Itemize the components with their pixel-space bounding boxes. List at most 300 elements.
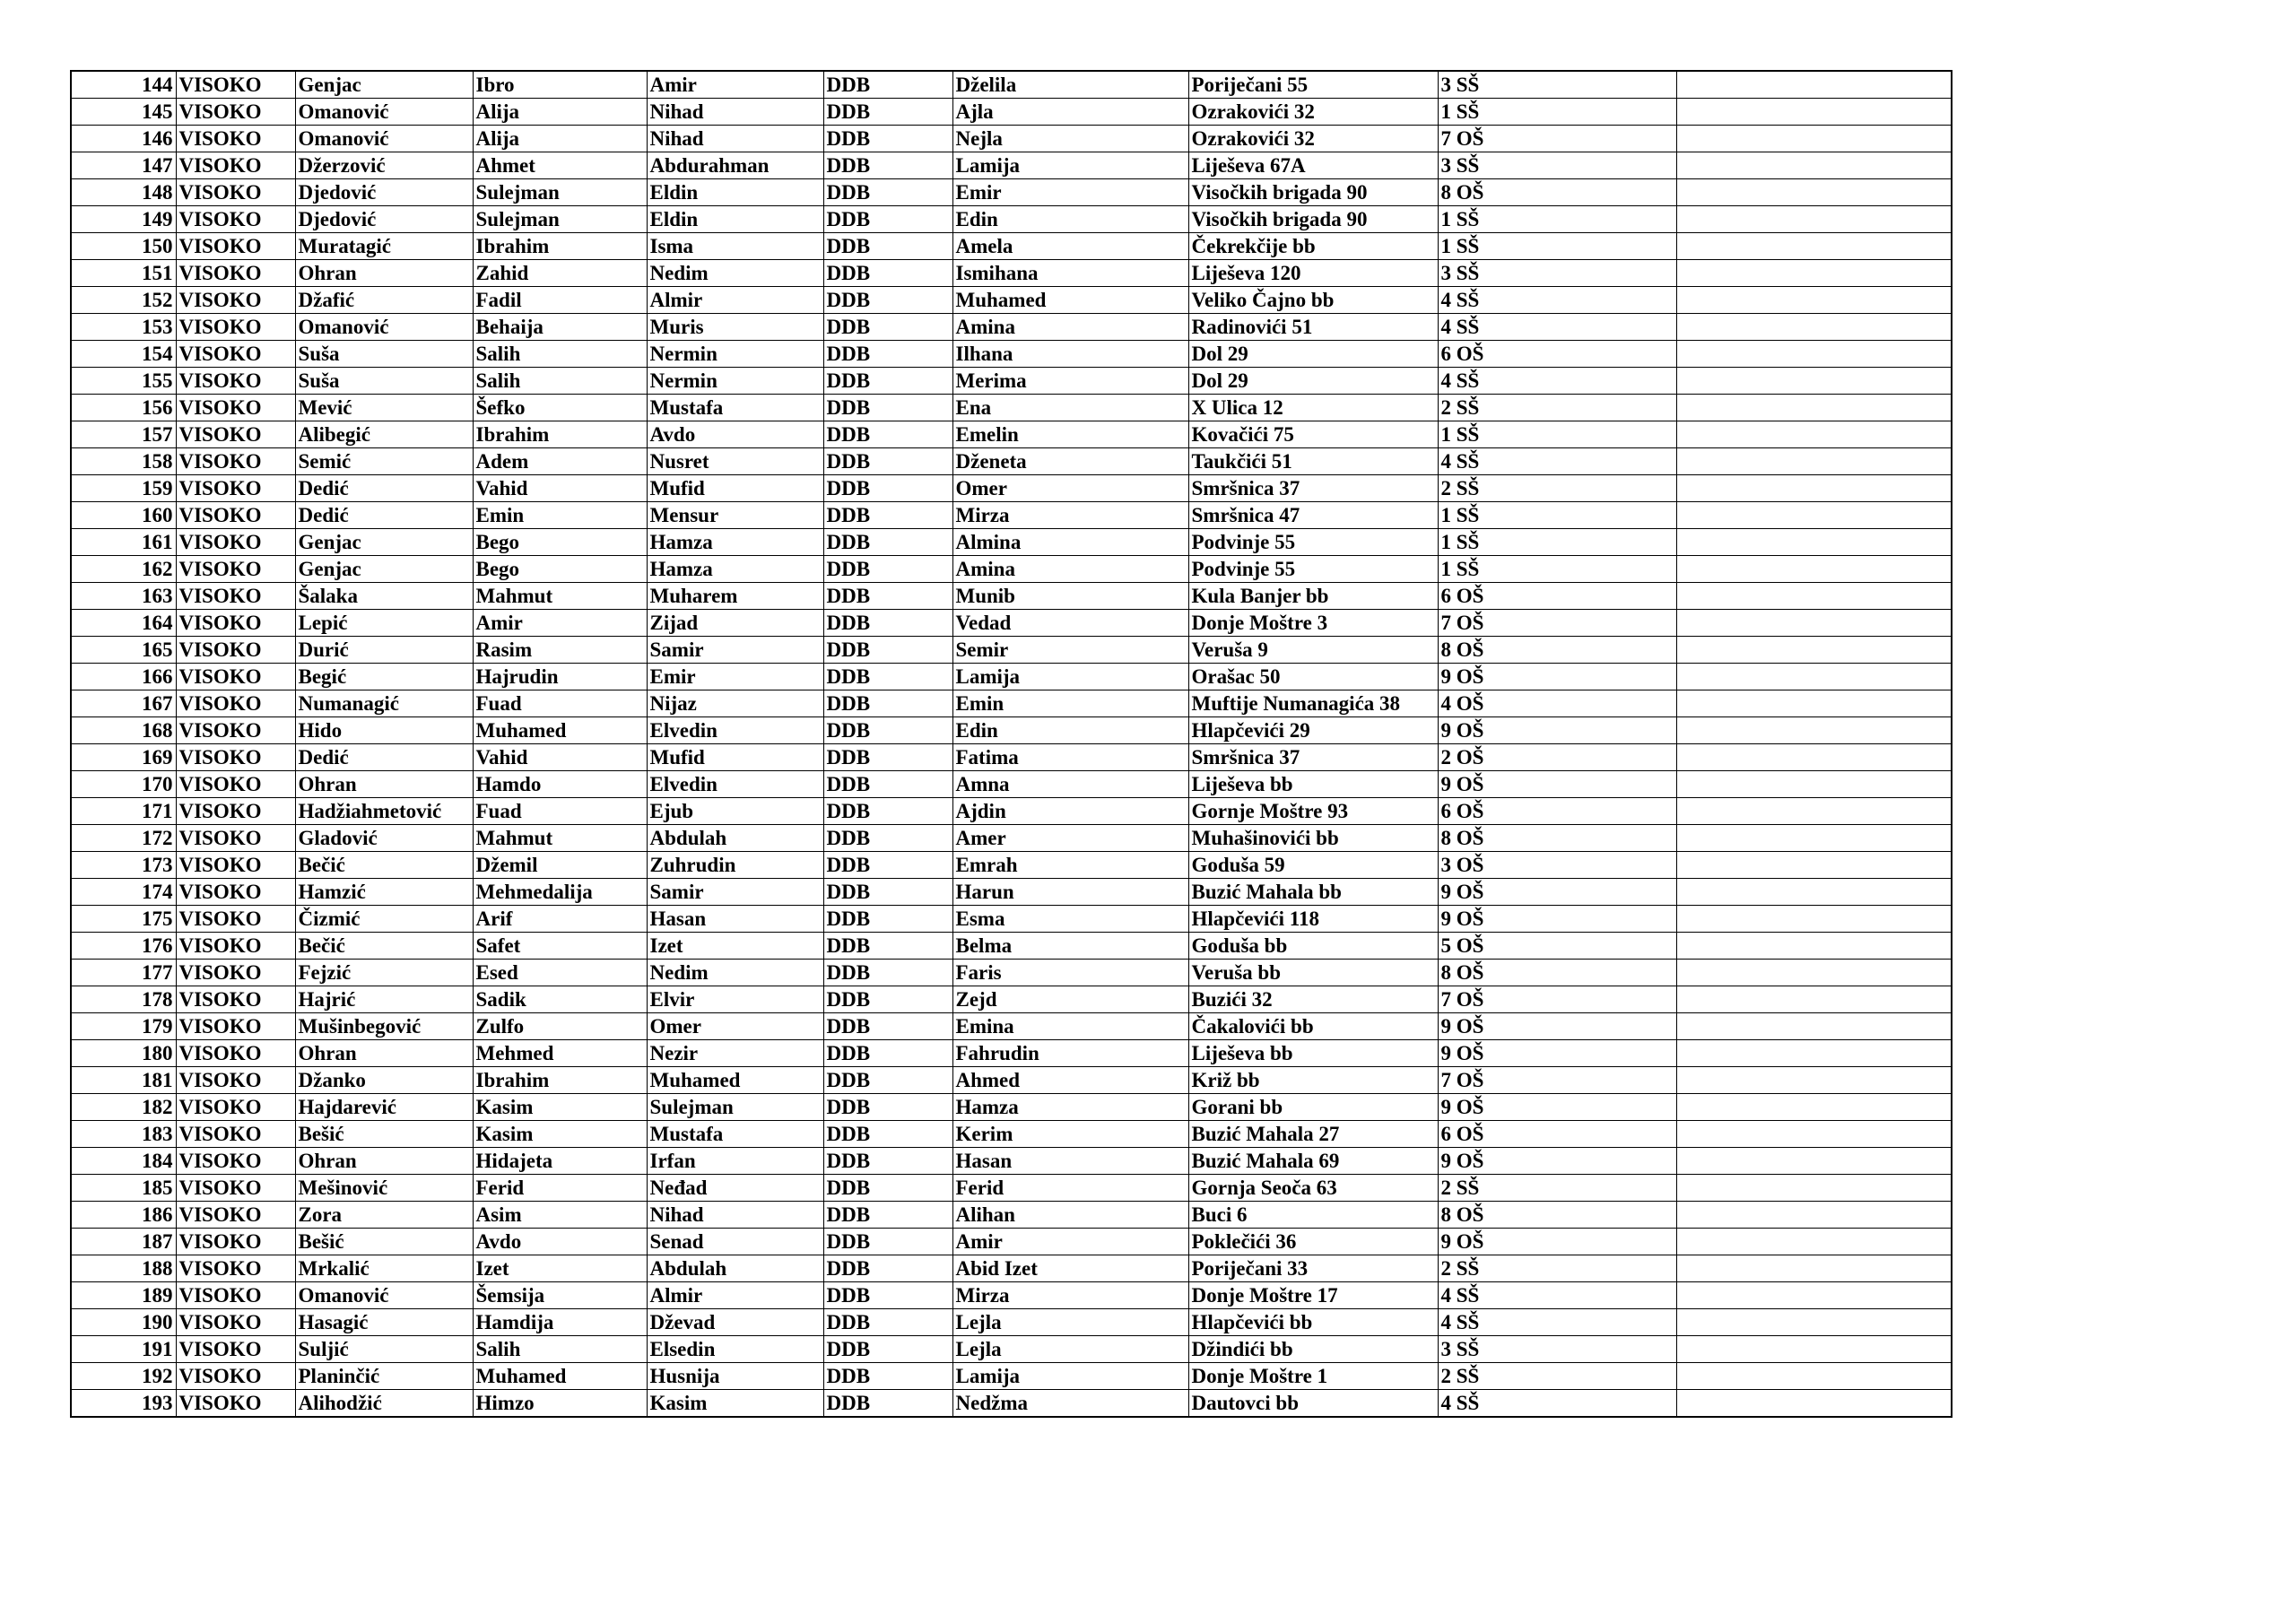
row-number-cell: 159 <box>71 475 176 502</box>
child-name-cell: Kerim <box>952 1121 1188 1148</box>
municipality-cell: VISOKO <box>176 798 295 825</box>
row-number-cell: 146 <box>71 126 176 152</box>
table-row <box>71 287 1952 314</box>
table-row <box>71 1175 1952 1202</box>
parent-name-cell: Elvir <box>647 986 823 1013</box>
father-name-cell: Mehmed <box>473 1040 647 1067</box>
row-number-cell: 157 <box>71 421 176 448</box>
category-cell: DDB <box>823 341 952 368</box>
table-row <box>71 152 1952 179</box>
father-name-cell: Zulfo <box>473 1013 647 1040</box>
parent-name-cell: Ejub <box>647 798 823 825</box>
empty-cell <box>1676 368 1952 395</box>
empty-cell <box>1676 879 1952 906</box>
address-cell: Visočkih brigada 90 <box>1188 206 1438 233</box>
address-cell: Smršnica 47 <box>1188 502 1438 529</box>
row-number-cell: 181 <box>71 1067 176 1094</box>
school-grade-cell: 8 OŠ <box>1438 960 1676 986</box>
school-grade-cell: 6 OŠ <box>1438 798 1676 825</box>
municipality-cell: VISOKO <box>176 502 295 529</box>
row-number-cell: 165 <box>71 637 176 664</box>
table-row <box>71 368 1952 395</box>
father-name-cell: Behaija <box>473 314 647 341</box>
child-name-cell: Edin <box>952 206 1188 233</box>
parent-name-cell: Nihad <box>647 126 823 152</box>
parent-name-cell: Nijaz <box>647 690 823 717</box>
category-cell: DDB <box>823 448 952 475</box>
address-cell: Podvinje 55 <box>1188 529 1438 556</box>
empty-cell <box>1676 152 1952 179</box>
category-cell: DDB <box>823 126 952 152</box>
school-grade-cell: 8 OŠ <box>1438 1202 1676 1229</box>
municipality-cell: VISOKO <box>176 287 295 314</box>
parent-name-cell: Omer <box>647 1013 823 1040</box>
surname-cell: Bečić <box>295 933 473 960</box>
row-number-cell: 178 <box>71 986 176 1013</box>
father-name-cell: Bego <box>473 529 647 556</box>
father-name-cell: Alija <box>473 99 647 126</box>
father-name-cell: Džemil <box>473 852 647 879</box>
empty-cell <box>1676 1040 1952 1067</box>
table-row <box>71 690 1952 717</box>
parent-name-cell: Emir <box>647 664 823 690</box>
municipality-cell: VISOKO <box>176 99 295 126</box>
category-cell: DDB <box>823 744 952 771</box>
parent-name-cell: Eldin <box>647 179 823 206</box>
parent-name-cell: Mustafa <box>647 395 823 421</box>
category-cell: DDB <box>823 529 952 556</box>
parent-name-cell: Abdurahman <box>647 152 823 179</box>
municipality-cell: VISOKO <box>176 1202 295 1229</box>
surname-cell: Ohran <box>295 260 473 287</box>
row-number-cell: 186 <box>71 1202 176 1229</box>
father-name-cell: Fadil <box>473 287 647 314</box>
surname-cell: Dedić <box>295 502 473 529</box>
child-name-cell: Amina <box>952 556 1188 583</box>
municipality-cell: VISOKO <box>176 179 295 206</box>
category-cell: DDB <box>823 314 952 341</box>
parent-name-cell: Elsedin <box>647 1336 823 1363</box>
empty-cell <box>1676 448 1952 475</box>
table-row <box>71 1148 1952 1175</box>
category-cell: DDB <box>823 1282 952 1309</box>
school-grade-cell: 4 SŠ <box>1438 368 1676 395</box>
parent-name-cell: Samir <box>647 637 823 664</box>
child-name-cell: Omer <box>952 475 1188 502</box>
empty-cell <box>1676 1255 1952 1282</box>
parent-name-cell: Muris <box>647 314 823 341</box>
surname-cell: Djedović <box>295 179 473 206</box>
surname-cell: Mrkalić <box>295 1255 473 1282</box>
table-row <box>71 933 1952 960</box>
category-cell: DDB <box>823 556 952 583</box>
father-name-cell: Izet <box>473 1255 647 1282</box>
father-name-cell: Ibro <box>473 71 647 99</box>
category-cell: DDB <box>823 1229 952 1255</box>
empty-cell <box>1676 179 1952 206</box>
parent-name-cell: Hamza <box>647 529 823 556</box>
municipality-cell: VISOKO <box>176 1309 295 1336</box>
school-grade-cell: 9 OŠ <box>1438 1013 1676 1040</box>
address-cell: Buci 6 <box>1188 1202 1438 1229</box>
child-name-cell: Mirza <box>952 1282 1188 1309</box>
child-name-cell: Harun <box>952 879 1188 906</box>
child-name-cell: Mirza <box>952 502 1188 529</box>
category-cell: DDB <box>823 260 952 287</box>
surname-cell: Ohran <box>295 771 473 798</box>
address-cell: Čakalovići bb <box>1188 1013 1438 1040</box>
empty-cell <box>1676 206 1952 233</box>
table-row <box>71 502 1952 529</box>
empty-cell <box>1676 637 1952 664</box>
category-cell: DDB <box>823 798 952 825</box>
municipality-cell: VISOKO <box>176 475 295 502</box>
empty-cell <box>1676 986 1952 1013</box>
child-name-cell: Nejla <box>952 126 1188 152</box>
address-cell: Muftije Numanagića 38 <box>1188 690 1438 717</box>
father-name-cell: Esed <box>473 960 647 986</box>
school-grade-cell: 8 OŠ <box>1438 825 1676 852</box>
table-row <box>71 1336 1952 1363</box>
category-cell: DDB <box>823 1094 952 1121</box>
municipality-cell: VISOKO <box>176 1175 295 1202</box>
school-grade-cell: 9 OŠ <box>1438 879 1676 906</box>
child-name-cell: Abid Izet <box>952 1255 1188 1282</box>
surname-cell: Bešić <box>295 1229 473 1255</box>
table-row <box>71 906 1952 933</box>
school-grade-cell: 2 OŠ <box>1438 744 1676 771</box>
table-row <box>71 1363 1952 1390</box>
child-name-cell: Vedad <box>952 610 1188 637</box>
address-cell: Buzići 32 <box>1188 986 1438 1013</box>
row-number-cell: 191 <box>71 1336 176 1363</box>
surname-cell: Dedić <box>295 475 473 502</box>
empty-cell <box>1676 744 1952 771</box>
table-row <box>71 798 1952 825</box>
table-row <box>71 1121 1952 1148</box>
municipality-cell: VISOKO <box>176 583 295 610</box>
school-grade-cell: 3 SŠ <box>1438 152 1676 179</box>
municipality-cell: VISOKO <box>176 1390 295 1418</box>
child-name-cell: Lejla <box>952 1336 1188 1363</box>
school-grade-cell: 3 SŠ <box>1438 71 1676 99</box>
school-grade-cell: 1 SŠ <box>1438 502 1676 529</box>
surname-cell: Ohran <box>295 1148 473 1175</box>
father-name-cell: Salih <box>473 1336 647 1363</box>
school-grade-cell: 6 OŠ <box>1438 1121 1676 1148</box>
father-name-cell: Ibrahim <box>473 1067 647 1094</box>
category-cell: DDB <box>823 502 952 529</box>
father-name-cell: Zahid <box>473 260 647 287</box>
municipality-cell: VISOKO <box>176 1094 295 1121</box>
category-cell: DDB <box>823 233 952 260</box>
surname-cell: Hido <box>295 717 473 744</box>
surname-cell: Hadžiahmetović <box>295 798 473 825</box>
child-name-cell: Lamija <box>952 152 1188 179</box>
father-name-cell: Amir <box>473 610 647 637</box>
category-cell: DDB <box>823 287 952 314</box>
child-name-cell: Ena <box>952 395 1188 421</box>
parent-name-cell: Avdo <box>647 421 823 448</box>
parent-name-cell: Nihad <box>647 99 823 126</box>
child-name-cell: Lejla <box>952 1309 1188 1336</box>
surname-cell: Alihodžić <box>295 1390 473 1418</box>
surname-cell: Džerzović <box>295 152 473 179</box>
municipality-cell: VISOKO <box>176 1363 295 1390</box>
father-name-cell: Hamdija <box>473 1309 647 1336</box>
empty-cell <box>1676 1202 1952 1229</box>
father-name-cell: Šemsija <box>473 1282 647 1309</box>
father-name-cell: Sulejman <box>473 206 647 233</box>
school-grade-cell: 9 OŠ <box>1438 771 1676 798</box>
parent-name-cell: Irfan <box>647 1148 823 1175</box>
surname-cell: Omanović <box>295 126 473 152</box>
address-cell: Ozrakovići 32 <box>1188 126 1438 152</box>
empty-cell <box>1676 1094 1952 1121</box>
child-name-cell: Emin <box>952 690 1188 717</box>
child-name-cell: Dželila <box>952 71 1188 99</box>
address-cell: Veruša 9 <box>1188 637 1438 664</box>
municipality-cell: VISOKO <box>176 717 295 744</box>
category-cell: DDB <box>823 1255 952 1282</box>
empty-cell <box>1676 395 1952 421</box>
father-name-cell: Fuad <box>473 690 647 717</box>
table-row <box>71 556 1952 583</box>
address-cell: Kovačići 75 <box>1188 421 1438 448</box>
table-row <box>71 71 1952 99</box>
address-cell: Liješeva bb <box>1188 771 1438 798</box>
category-cell: DDB <box>823 1121 952 1148</box>
table-row <box>71 1255 1952 1282</box>
surname-cell: Muratagić <box>295 233 473 260</box>
address-cell: Buzić Mahala 27 <box>1188 1121 1438 1148</box>
parent-name-cell: Eldin <box>647 206 823 233</box>
father-name-cell: Emin <box>473 502 647 529</box>
parent-name-cell: Dževad <box>647 1309 823 1336</box>
table-row <box>71 1040 1952 1067</box>
category-cell: DDB <box>823 99 952 126</box>
address-cell: Radinovići 51 <box>1188 314 1438 341</box>
address-cell: Buzić Mahala 69 <box>1188 1148 1438 1175</box>
category-cell: DDB <box>823 1363 952 1390</box>
empty-cell <box>1676 1013 1952 1040</box>
surname-cell: Hajrić <box>295 986 473 1013</box>
empty-cell <box>1676 126 1952 152</box>
address-cell: Gorani bb <box>1188 1094 1438 1121</box>
municipality-cell: VISOKO <box>176 1336 295 1363</box>
father-name-cell: Hamdo <box>473 771 647 798</box>
data-table <box>70 70 1952 1418</box>
table-row <box>71 341 1952 368</box>
surname-cell: Džanko <box>295 1067 473 1094</box>
empty-cell <box>1676 341 1952 368</box>
category-cell: DDB <box>823 1336 952 1363</box>
row-number-cell: 156 <box>71 395 176 421</box>
municipality-cell: VISOKO <box>176 71 295 99</box>
table-row <box>71 395 1952 421</box>
empty-cell <box>1676 1148 1952 1175</box>
row-number-cell: 147 <box>71 152 176 179</box>
category-cell: DDB <box>823 879 952 906</box>
row-number-cell: 175 <box>71 906 176 933</box>
table-row <box>71 179 1952 206</box>
child-name-cell: Alihan <box>952 1202 1188 1229</box>
address-cell: Buzić Mahala bb <box>1188 879 1438 906</box>
father-name-cell: Šefko <box>473 395 647 421</box>
table-row <box>71 233 1952 260</box>
empty-cell <box>1676 233 1952 260</box>
empty-cell <box>1676 664 1952 690</box>
surname-cell: Genjac <box>295 71 473 99</box>
parent-name-cell: Nedim <box>647 260 823 287</box>
address-cell: Veliko Čajno bb <box>1188 287 1438 314</box>
child-name-cell: Amna <box>952 771 1188 798</box>
surname-cell: Mešinović <box>295 1175 473 1202</box>
row-number-cell: 185 <box>71 1175 176 1202</box>
empty-cell <box>1676 1175 1952 1202</box>
child-name-cell: Esma <box>952 906 1188 933</box>
municipality-cell: VISOKO <box>176 395 295 421</box>
address-cell: Veruša bb <box>1188 960 1438 986</box>
address-cell: Goduša 59 <box>1188 852 1438 879</box>
school-grade-cell: 4 SŠ <box>1438 287 1676 314</box>
row-number-cell: 177 <box>71 960 176 986</box>
school-grade-cell: 9 OŠ <box>1438 1229 1676 1255</box>
row-number-cell: 151 <box>71 260 176 287</box>
school-grade-cell: 4 OŠ <box>1438 690 1676 717</box>
category-cell: DDB <box>823 852 952 879</box>
municipality-cell: VISOKO <box>176 341 295 368</box>
empty-cell <box>1676 502 1952 529</box>
school-grade-cell: 1 SŠ <box>1438 99 1676 126</box>
father-name-cell: Avdo <box>473 1229 647 1255</box>
parent-name-cell: Izet <box>647 933 823 960</box>
surname-cell: Omanović <box>295 314 473 341</box>
table-row <box>71 1229 1952 1255</box>
table-row <box>71 1202 1952 1229</box>
school-grade-cell: 7 OŠ <box>1438 610 1676 637</box>
father-name-cell: Alija <box>473 126 647 152</box>
father-name-cell: Sadik <box>473 986 647 1013</box>
row-number-cell: 187 <box>71 1229 176 1255</box>
empty-cell <box>1676 1121 1952 1148</box>
child-name-cell: Hamza <box>952 1094 1188 1121</box>
child-name-cell: Emrah <box>952 852 1188 879</box>
school-grade-cell: 1 SŠ <box>1438 529 1676 556</box>
school-grade-cell: 1 SŠ <box>1438 556 1676 583</box>
row-number-cell: 150 <box>71 233 176 260</box>
municipality-cell: VISOKO <box>176 421 295 448</box>
row-number-cell: 184 <box>71 1148 176 1175</box>
child-name-cell: Dženeta <box>952 448 1188 475</box>
municipality-cell: VISOKO <box>176 1282 295 1309</box>
empty-cell <box>1676 71 1952 99</box>
surname-cell: Bešić <box>295 1121 473 1148</box>
municipality-cell: VISOKO <box>176 1148 295 1175</box>
father-name-cell: Bego <box>473 556 647 583</box>
table-row <box>71 986 1952 1013</box>
address-cell: Liješeva 120 <box>1188 260 1438 287</box>
table-row <box>71 448 1952 475</box>
table-row <box>71 1390 1952 1418</box>
father-name-cell: Ibrahim <box>473 421 647 448</box>
table-row <box>71 260 1952 287</box>
school-grade-cell: 2 SŠ <box>1438 395 1676 421</box>
row-number-cell: 166 <box>71 664 176 690</box>
empty-cell <box>1676 475 1952 502</box>
child-name-cell: Semir <box>952 637 1188 664</box>
row-number-cell: 189 <box>71 1282 176 1309</box>
row-number-cell: 144 <box>71 71 176 99</box>
municipality-cell: VISOKO <box>176 960 295 986</box>
school-grade-cell: 2 SŠ <box>1438 1363 1676 1390</box>
surname-cell: Bečić <box>295 852 473 879</box>
row-number-cell: 158 <box>71 448 176 475</box>
table-row <box>71 421 1952 448</box>
municipality-cell: VISOKO <box>176 637 295 664</box>
address-cell: X Ulica 12 <box>1188 395 1438 421</box>
school-grade-cell: 4 SŠ <box>1438 314 1676 341</box>
row-number-cell: 172 <box>71 825 176 852</box>
father-name-cell: Ahmet <box>473 152 647 179</box>
parent-name-cell: Nermin <box>647 341 823 368</box>
municipality-cell: VISOKO <box>176 690 295 717</box>
address-cell: Dol 29 <box>1188 368 1438 395</box>
surname-cell: Suša <box>295 368 473 395</box>
child-name-cell: Faris <box>952 960 1188 986</box>
parent-name-cell: Amir <box>647 71 823 99</box>
table-row <box>71 879 1952 906</box>
address-cell: Donje Moštre 1 <box>1188 1363 1438 1390</box>
surname-cell: Genjac <box>295 556 473 583</box>
school-grade-cell: 1 SŠ <box>1438 233 1676 260</box>
row-number-cell: 148 <box>71 179 176 206</box>
school-grade-cell: 4 SŠ <box>1438 1282 1676 1309</box>
surname-cell: Alibegić <box>295 421 473 448</box>
parent-name-cell: Abdulah <box>647 1255 823 1282</box>
row-number-cell: 164 <box>71 610 176 637</box>
row-number-cell: 160 <box>71 502 176 529</box>
municipality-cell: VISOKO <box>176 1255 295 1282</box>
address-cell: Dautovci bb <box>1188 1390 1438 1418</box>
empty-cell <box>1676 933 1952 960</box>
school-grade-cell: 8 OŠ <box>1438 179 1676 206</box>
child-name-cell: Zejd <box>952 986 1188 1013</box>
empty-cell <box>1676 798 1952 825</box>
school-grade-cell: 4 SŠ <box>1438 448 1676 475</box>
municipality-cell: VISOKO <box>176 556 295 583</box>
address-cell: Čekrekčije bb <box>1188 233 1438 260</box>
category-cell: DDB <box>823 1390 952 1418</box>
parent-name-cell: Hamza <box>647 556 823 583</box>
empty-cell <box>1676 1229 1952 1255</box>
category-cell: DDB <box>823 933 952 960</box>
father-name-cell: Himzo <box>473 1390 647 1418</box>
row-number-cell: 188 <box>71 1255 176 1282</box>
category-cell: DDB <box>823 637 952 664</box>
table-row <box>71 744 1952 771</box>
table-row <box>71 960 1952 986</box>
empty-cell <box>1676 717 1952 744</box>
parent-name-cell: Almir <box>647 287 823 314</box>
child-name-cell: Ajla <box>952 99 1188 126</box>
table-row <box>71 610 1952 637</box>
address-cell: Podvinje 55 <box>1188 556 1438 583</box>
category-cell: DDB <box>823 1148 952 1175</box>
table-row <box>71 475 1952 502</box>
child-name-cell: Merima <box>952 368 1188 395</box>
category-cell: DDB <box>823 1202 952 1229</box>
